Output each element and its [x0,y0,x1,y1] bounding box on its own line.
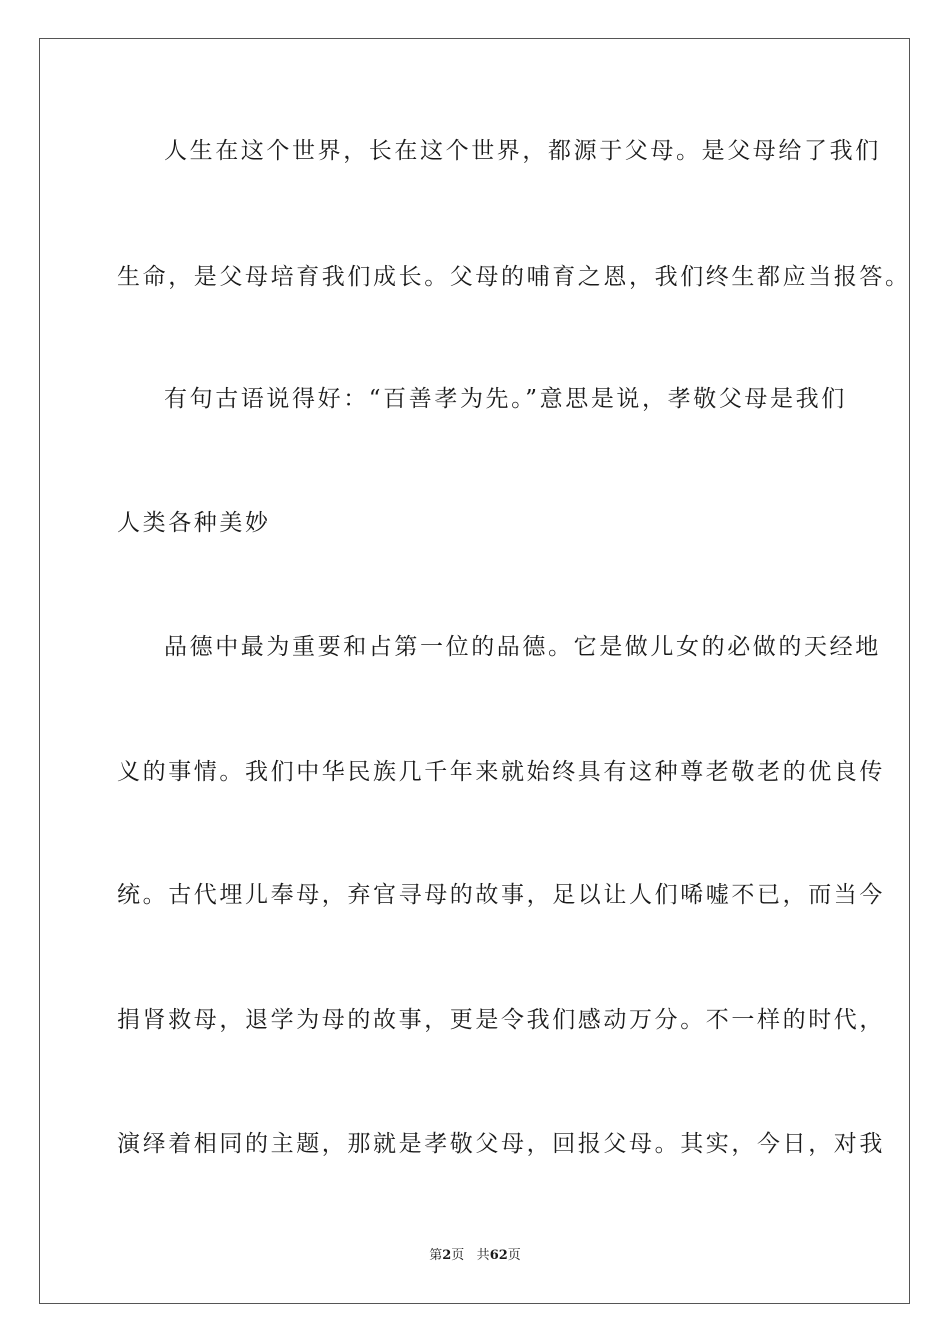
paragraph-line-1: 人生在这个世界，长在这个世界，都源于父母。是父母给了我们 [164,138,881,164]
paragraph-line-6: 义的事情。我们中华民族几千年来就始终具有这种尊老敬老的优良传 [117,759,885,785]
paragraph-line-3: 有句古语说得好：“百善孝为先。”意思是说，孝敬父母是我们 [164,386,847,412]
page-footer [0,1247,950,1265]
total-suffix: 页 [507,1248,521,1263]
paragraph-line-9: 演绎着相同的主题，那就是孝敬父母，回报父母。其实，今日，对我 [117,1131,885,1157]
paragraph-line-4: 人类各种美妙 [117,510,271,536]
paragraph-line-7: 统。古代埋儿奉母，弃官寻母的故事，足以让人们唏嘘不已，而当今 [117,882,885,908]
page-prefix: 第 [429,1248,443,1263]
paragraph-line-5: 品德中最为重要和占第一位的品德。它是做儿女的必做的天经地 [164,634,881,660]
paragraph-line-2: 生命，是父母培育我们成长。父母的哺育之恩，我们终生都应当报答。 [117,264,911,290]
paragraph-line-8: 捐肾救母，退学为母的故事，更是令我们感动万分。不一样的时代， [117,1007,885,1033]
total-pages: 62 [489,1248,508,1263]
page-number: 2 [442,1248,452,1263]
page-border [39,38,910,1304]
page-suffix: 页 [451,1248,465,1263]
total-prefix: 共 [476,1248,490,1263]
